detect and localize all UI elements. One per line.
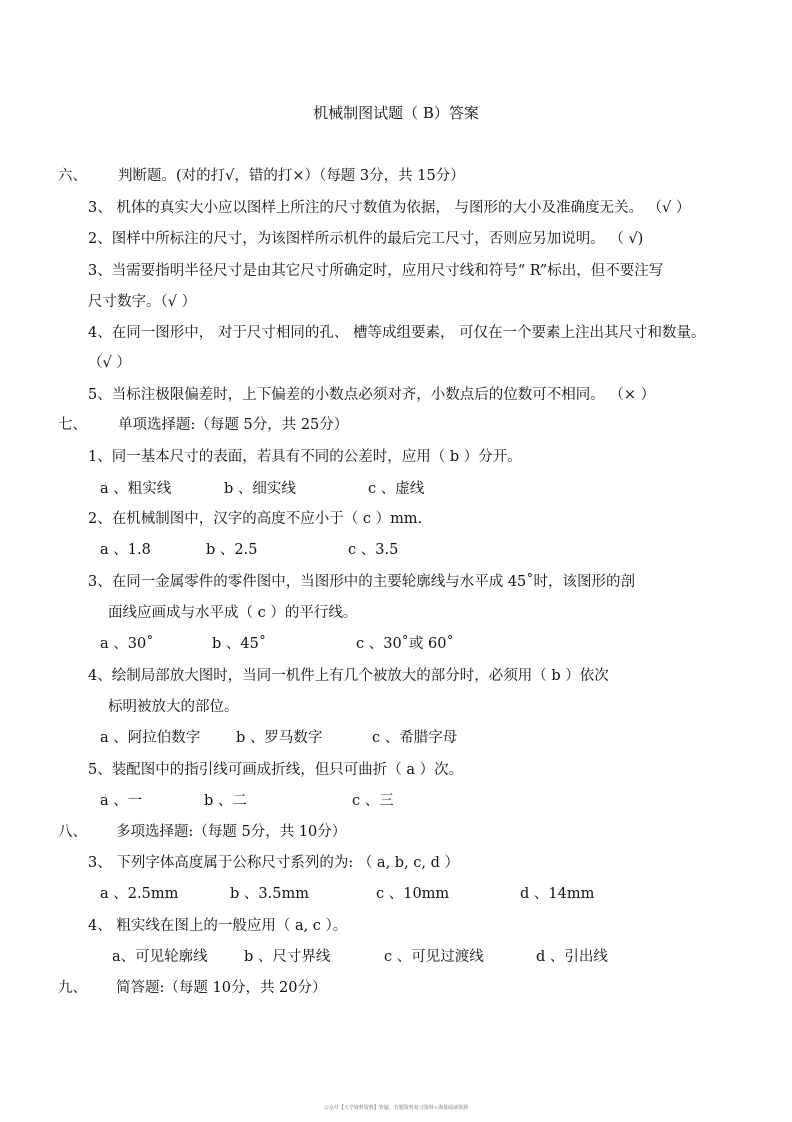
page-footer: 公众号【大学资料资料】答疑、有题资料复习资料+海量阅读资源 bbox=[323, 1105, 469, 1111]
section-7-question-3-line-1: 3、在同一金属零件的零件图中，当图形中的主要轮廓线与水平成 45˚时，该图形的剖 bbox=[88, 574, 636, 590]
option-a: a 、1.8 bbox=[100, 542, 151, 558]
section-7-question-2: 2、在机械制图中，汉字的高度不应小于（ c ）mm. bbox=[88, 511, 423, 527]
option-b: b 、细实线 bbox=[224, 481, 296, 497]
option-c: c 、30˚或 60˚ bbox=[356, 636, 454, 652]
option-b: b 、尺寸界线 bbox=[244, 949, 331, 965]
option-c: c 、10mm bbox=[376, 886, 450, 902]
option-c: c 、3.5 bbox=[348, 542, 399, 558]
option-c: c 、虚线 bbox=[368, 481, 425, 497]
section-7-number: 七、 bbox=[58, 417, 87, 433]
section-7-question-5: 5、装配图中的指引线可画成折线，但只可曲折（ a ）次。 bbox=[88, 762, 464, 778]
option-a: a、可见轮廓线 bbox=[112, 949, 208, 965]
option-a: a 、30˚ bbox=[100, 636, 154, 652]
option-b: b 、2.5 bbox=[206, 542, 258, 558]
option-d: d 、14mm bbox=[520, 886, 595, 902]
option-b: b 、二 bbox=[204, 793, 247, 809]
section-8-question-4: 4、 粗实线在图上的一般应用（ a, c ）。 bbox=[88, 918, 348, 934]
section-6-question-4-line-2: （√ ） bbox=[88, 355, 131, 371]
option-c: c 、三 bbox=[352, 793, 394, 809]
section-8-number: 八、 bbox=[58, 824, 87, 840]
section-8-heading: 多项选择题:（每题 5分，共 10分） bbox=[116, 824, 347, 840]
section-6-heading: 判断题。(对的打√，错的打×）（每题 3分，共 15分） bbox=[118, 168, 465, 184]
section-6-question-5: 5、当标注极限偏差时，上下偏差的小数点必须对齐，小数点后的位数可不相同。 （× ） bbox=[88, 387, 656, 403]
option-a: a 、阿拉伯数字 bbox=[100, 730, 201, 746]
section-6-question-3-line-2: 尺寸数字。（√ ） bbox=[88, 294, 197, 310]
section-6-question-3-line-1: 3、当需要指明半径尺寸是由其它尺寸所确定时，应用尺寸线和符号“ R”标出，但不要注写 bbox=[88, 263, 664, 279]
option-b: b 、罗马数字 bbox=[236, 730, 323, 746]
section-8-question-3: 3、 下列字体高度属于公称尺寸系列的为: （ a, b, c, d ） bbox=[88, 855, 460, 871]
section-7-heading: 单项选择题:（每题 5分，共 25分） bbox=[118, 417, 349, 433]
section-7-question-3-line-2: 面线应画成与水平成（ c ）的平行线。 bbox=[108, 605, 358, 621]
option-b: b 、45˚ bbox=[212, 636, 267, 652]
option-d: d 、引出线 bbox=[536, 949, 608, 965]
option-a: a 、2.5mm bbox=[100, 886, 179, 902]
section-9-heading: 简答题:（每题 10分，共 20分） bbox=[116, 980, 327, 996]
option-a: a 、粗实线 bbox=[100, 481, 172, 497]
option-b: b 、3.5mm bbox=[230, 886, 309, 902]
section-7-question-4-line-2: 标明被放大的部位。 bbox=[108, 699, 239, 715]
page-title: 机械制图试题（ B）答案 bbox=[313, 104, 479, 122]
section-7-question-1: 1、同一基本尺寸的表面，若具有不同的公差时，应用（ b ）分开。 bbox=[88, 449, 522, 465]
option-a: a 、一 bbox=[100, 793, 143, 809]
section-7-question-4-line-1: 4、绘制局部放大图时，当同一机件上有几个被放大的部分时，必须用（ b ）依次 bbox=[88, 668, 609, 684]
option-c: c 、可见过渡线 bbox=[384, 949, 484, 965]
section-6-number: 六、 bbox=[58, 168, 87, 184]
section-6-question-1: 3、 机体的真实大小应以图样上所注的尺寸数值为依据， 与图形的大小及准确度无关。 （√ ） bbox=[88, 200, 691, 216]
option-c: c 、希腊字母 bbox=[372, 730, 458, 746]
section-9-number: 九、 bbox=[58, 980, 87, 996]
section-6-question-2: 2、图样中所标注的尺寸，为该图样所示机件的最后完工尺寸，否则应另加说明。 （ √) bbox=[88, 231, 644, 247]
section-6-question-4-line-1: 4、在同一图形中， 对于尺寸相同的孔、 槽等成组要素， 可仅在一个要素上注出其尺寸和数量。 bbox=[88, 325, 706, 341]
